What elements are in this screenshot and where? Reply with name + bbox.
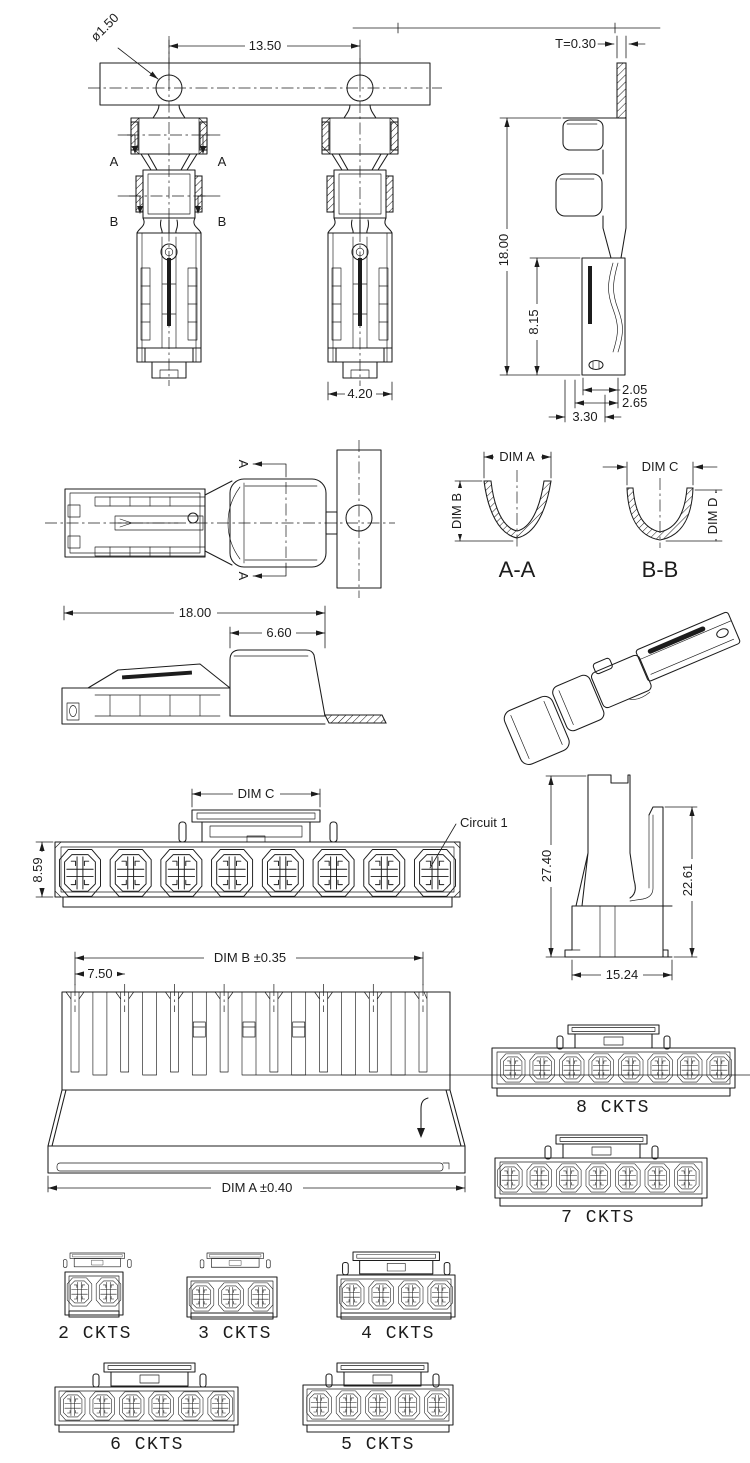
dim-pitch xyxy=(245,38,287,53)
svg-text:22.61: 22.61 xyxy=(680,863,695,897)
dim-length xyxy=(174,605,217,620)
variant-8ckts xyxy=(492,1025,735,1118)
svg-text:DIM A ±0.40: DIM A ±0.40 xyxy=(221,1180,293,1195)
section-bb-title: B-B xyxy=(641,557,679,582)
dim-housing-side-height xyxy=(539,845,554,887)
dim-a-pm xyxy=(211,1180,303,1195)
svg-text:18.00: 18.00 xyxy=(178,605,212,620)
dim-a-label xyxy=(494,449,541,464)
svg-text:DIM B: DIM B xyxy=(449,492,464,530)
dim-terminal-width xyxy=(345,386,376,401)
carrier-strip-front-view xyxy=(88,10,442,401)
dim-330: 3.30 xyxy=(572,409,598,424)
section-a-marker-bottom: A xyxy=(236,571,251,581)
terminal-plan-view xyxy=(45,440,395,598)
section-b-label-left: B xyxy=(109,214,119,229)
variant-4ckts-label: 4 CKTS xyxy=(361,1324,435,1344)
section-a-label-left: A xyxy=(109,154,119,169)
dim-hole-dia: ø1.50 xyxy=(87,10,122,45)
variant-7ckts xyxy=(495,1135,707,1228)
comb-center-slots xyxy=(66,992,427,1072)
svg-text:4.20: 4.20 xyxy=(347,386,373,401)
section-view-a-a xyxy=(449,449,551,582)
dim-thickness: T=0.30 xyxy=(555,36,596,51)
variant-5ckts-label: 5 CKTS xyxy=(341,1435,415,1455)
variant-3ckts xyxy=(187,1253,277,1344)
svg-text:DIM D: DIM D xyxy=(705,497,720,535)
dim-box-height xyxy=(526,304,541,340)
variant-5ckts xyxy=(303,1363,453,1455)
svg-text:DIM A: DIM A xyxy=(499,449,535,464)
dim-265: 2.65 xyxy=(622,395,648,410)
variant-2ckts xyxy=(58,1253,132,1344)
variant-7ckts-label: 7 CKTS xyxy=(561,1208,635,1228)
dim-c-label: DIM C xyxy=(641,459,679,474)
svg-text:6.60: 6.60 xyxy=(266,625,292,640)
dim-b-label xyxy=(449,488,464,534)
svg-text:8.59: 8.59 xyxy=(30,857,45,883)
dim-205: 2.05 xyxy=(622,382,648,397)
variant-6ckts-label: 6 CKTS xyxy=(110,1435,184,1455)
terminal-isometric-view xyxy=(498,608,750,767)
dim-wall-height xyxy=(680,859,695,901)
dim-terminal-height xyxy=(496,229,511,271)
housing-front-view xyxy=(30,786,508,907)
comb-windows xyxy=(193,1022,304,1037)
section-b-label-right: B xyxy=(217,214,227,229)
dim-pitch-text: 13.50 xyxy=(248,38,282,53)
section-a-marker-top: A xyxy=(236,459,251,469)
variant-6ckts xyxy=(55,1363,238,1455)
svg-text:DIM B ±0.35: DIM B ±0.35 xyxy=(213,950,287,965)
svg-text:8.15: 8.15 xyxy=(526,309,541,335)
housing-side-view xyxy=(539,775,697,982)
section-a-label-right: A xyxy=(217,154,227,169)
variant-4ckts xyxy=(337,1252,455,1344)
variant-3ckts-label: 3 CKTS xyxy=(198,1324,272,1344)
svg-text:27.40: 27.40 xyxy=(539,849,554,883)
mold-arrow-icon xyxy=(421,1098,428,1130)
svg-text:DIM C: DIM C xyxy=(237,786,275,801)
circuit-1-label: Circuit 1 xyxy=(460,815,508,830)
dim-b-pm xyxy=(204,950,296,965)
dim-housing-depth xyxy=(601,967,643,982)
dim-d-label xyxy=(705,493,720,539)
dim-pitch-750 xyxy=(84,966,117,981)
variant-2ckts-label: 2 CKTS xyxy=(58,1324,132,1344)
dim-housing-height xyxy=(30,852,45,888)
svg-text:15.24: 15.24 xyxy=(605,967,639,982)
svg-text:7.50: 7.50 xyxy=(87,966,113,981)
section-view-b-b xyxy=(603,459,722,582)
variant-8ckts-label: 8 CKTS xyxy=(576,1098,650,1118)
terminal-top-view xyxy=(62,605,386,724)
dim-cap xyxy=(262,625,296,640)
section-aa-title: A-A xyxy=(498,557,536,582)
frame-fragment-line xyxy=(353,23,660,33)
svg-text:18.00: 18.00 xyxy=(496,233,511,267)
dim-latch xyxy=(233,786,280,801)
terminal-side-view xyxy=(496,36,647,424)
